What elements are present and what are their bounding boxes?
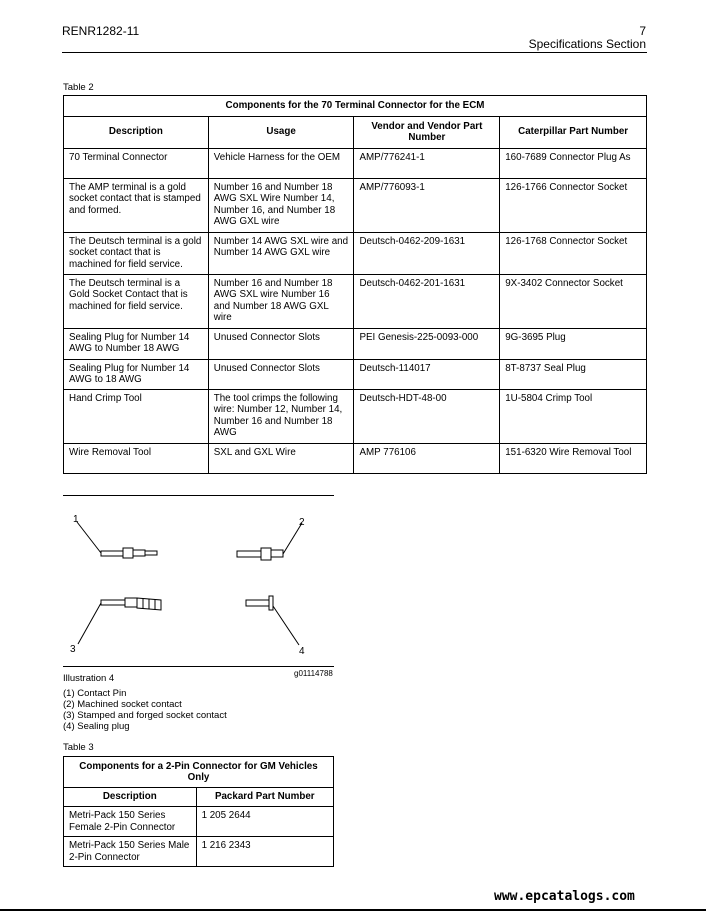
components-table-70-terminal — [63, 95, 647, 474]
table-cell: Sealing Plug for Number 14 AWG to 18 AWG — [64, 359, 209, 389]
table-cell: 8T-8737 Seal Plug — [500, 359, 647, 389]
table-row — [64, 274, 647, 328]
table-cell: The Deutsch terminal is a gold socket contact that is machined for field service. — [64, 232, 209, 274]
table-cell: Sealing Plug for Number 14 AWG to Number 18 AWG — [64, 328, 209, 359]
connector-contacts-illustration — [63, 500, 334, 665]
watermark-url: www.epcatalogs.com — [494, 889, 635, 904]
legend-item: (1) Contact Pin — [63, 688, 127, 699]
column-header: Description — [64, 788, 197, 807]
table3-caption: Table 3 — [63, 742, 94, 753]
section-title: Specifications Section — [528, 37, 646, 51]
table-cell: Unused Connector Slots — [208, 359, 354, 389]
table2-caption: Table 2 — [63, 82, 94, 93]
table-cell: 126-1766 Connector Socket — [500, 178, 647, 232]
table-cell: Metri-Pack 150 Series Male 2-Pin Connector — [64, 837, 197, 867]
table-cell: Deutsch-114017 — [354, 359, 500, 389]
column-header: Description — [64, 116, 209, 148]
table-cell: Vehicle Harness for the OEM — [208, 148, 354, 178]
legend-item: (4) Sealing plug — [63, 721, 130, 732]
components-table-2-pin — [63, 756, 334, 867]
header-rule — [62, 52, 647, 53]
callout-1: 1 — [73, 514, 79, 525]
table-row — [64, 443, 647, 473]
table-cell: Deutsch-0462-201-1631 — [354, 274, 500, 328]
table-cell: Metri-Pack 150 Series Female 2-Pin Connector — [64, 807, 197, 837]
table-cell: 1 216 2343 — [196, 837, 333, 867]
table-cell: 9X-3402 Connector Socket — [500, 274, 647, 328]
machined-socket-drawing — [237, 523, 302, 560]
table-cell: 70 Terminal Connector — [64, 148, 209, 178]
column-header: Packard Part Number — [196, 788, 333, 807]
table-cell: AMP 776106 — [354, 443, 500, 473]
table-cell: Wire Removal Tool — [64, 443, 209, 473]
table-cell: The Deutsch terminal is a Gold Socket Contact that is machined for field service. — [64, 274, 209, 328]
table-row — [64, 232, 647, 274]
table-row — [64, 148, 647, 178]
table-cell: Unused Connector Slots — [208, 328, 354, 359]
table-row — [64, 807, 334, 837]
table-cell: 160-7689 Connector Plug As — [500, 148, 647, 178]
table-cell: 1 205 2644 — [196, 807, 333, 837]
table-row — [64, 837, 334, 867]
bottom-rule — [0, 909, 706, 911]
column-header: Caterpillar Part Number — [500, 116, 647, 148]
table-cell: 126-1768 Connector Socket — [500, 232, 647, 274]
page-number: 7 — [639, 24, 646, 38]
contact-pin-drawing — [77, 522, 157, 558]
legend-item: (2) Machined socket contact — [63, 699, 182, 710]
sealing-plug-drawing — [246, 596, 299, 645]
table-cell: Deutsch-0462-209-1631 — [354, 232, 500, 274]
table-cell: 151-6320 Wire Removal Tool — [500, 443, 647, 473]
table-cell: AMP/776093-1 — [354, 178, 500, 232]
table-cell: Number 14 AWG SXL wire and Number 14 AWG GXL wire — [208, 232, 354, 274]
table-cell: Number 16 and Number 18 AWG SXL Wire Number 14, Number 16, and Number 18 AWG GXL wire — [208, 178, 354, 232]
callout-3: 3 — [70, 644, 76, 655]
illustration-label: Illustration 4 — [63, 673, 115, 684]
table-row — [64, 178, 647, 232]
table-cell: 1U-5804 Crimp Tool — [500, 389, 647, 443]
legend-item: (3) Stamped and forged socket contact — [63, 710, 227, 721]
table-cell: Number 16 and Number 18 AWG SXL wire Number 16 and Number 18 AWG GXL wire — [208, 274, 354, 328]
table-cell: The tool crimps the following wire: Number 12, Number 14, Number 16 and Number 18 AWG — [208, 389, 354, 443]
table-row — [64, 359, 647, 389]
column-header: Vendor and Vendor Part Number — [354, 116, 500, 148]
table-cell: The AMP terminal is a gold socket contact that is stamped and formed. — [64, 178, 209, 232]
stamped-socket-drawing — [78, 598, 161, 644]
table-row — [64, 389, 647, 443]
callout-4: 4 — [299, 646, 305, 657]
table-cell: 9G-3695 Plug — [500, 328, 647, 359]
table2-title: Components for the 70 Terminal Connector for the ECM — [64, 96, 647, 117]
figure-bottom-rule — [63, 666, 334, 667]
table-cell: Deutsch-HDT-48-00 — [354, 389, 500, 443]
table-row — [64, 328, 647, 359]
figure-top-rule — [63, 495, 334, 496]
illustration-id: g01114788 — [294, 669, 333, 678]
table3-title: Components for a 2-Pin Connector for GM Vehicles Only — [64, 757, 334, 788]
table-cell: SXL and GXL Wire — [208, 443, 354, 473]
document-id: RENR1282-11 — [62, 24, 140, 38]
column-header: Usage — [208, 116, 354, 148]
table-cell: Hand Crimp Tool — [64, 389, 209, 443]
callout-2: 2 — [299, 517, 305, 528]
table-cell: AMP/776241-1 — [354, 148, 500, 178]
table-cell: PEI Genesis-225-0093-000 — [354, 328, 500, 359]
